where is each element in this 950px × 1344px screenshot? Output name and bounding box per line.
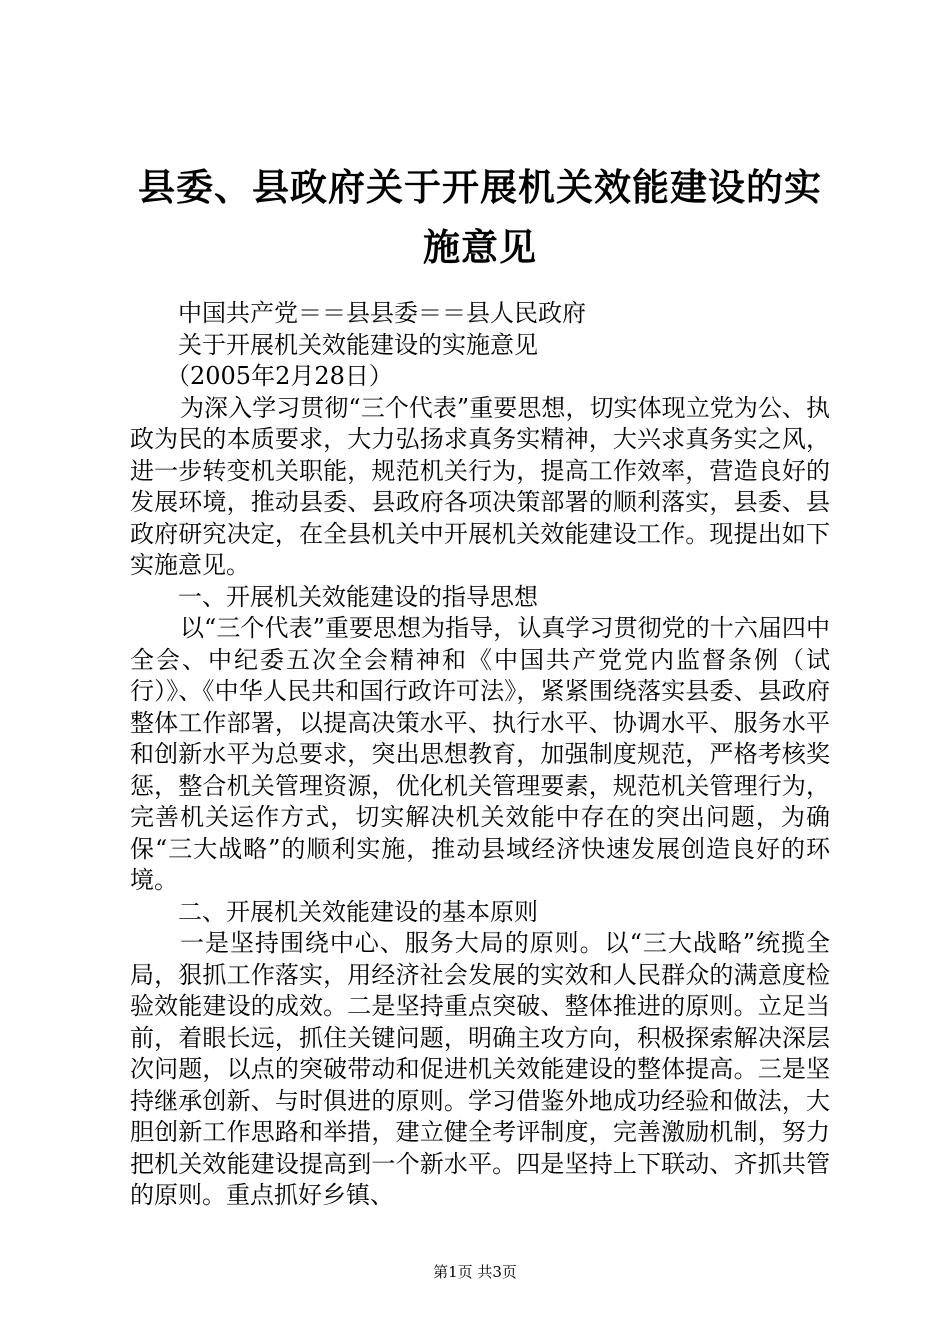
intro-paragraph: 为深入学习贯彻“三个代表”重要思想，切实体现立党为公、执政为民的本质要求，大力弘扬求真务实精神，大兴求真务实之风，进一步转变机关职能，规范机关行为，提高工作效率，营造良好的发展环境，推动县委、县政府各项决策部署的顺利落实，县委、县政府研究决定，在全县机关中开展机关效能建设工作。现提出如下实施意见。 — [130, 393, 830, 579]
issuer-line: 中国共产党＝＝县县委＝＝县人民政府 — [178, 299, 586, 327]
section-heading-1: 一、开展机关效能建设的指导思想 — [178, 582, 538, 611]
document-body — [130, 298, 830, 1212]
subtitle-line: 关于开展机关效能建设的实施意见 — [178, 330, 538, 359]
section-paragraph-1: 以“三个代表”重要思想为指导，认真学习贯彻党的十六届四中全会、中纪委五次全会精神和《中国共产党党内监督条例（试行）》、《中华人民共和国行政许可法》，紧紧围绕落实县委、县政府整体工作部署，以提高决策水平、执行水平、协调水平、服务水平和创新水平为总要求，突出思想教育，加强制度规范，严格考核奖惩，整合机关管理资源，优化机关管理要素，规范机关管理行为，完善机关运作方式，切实解决机关效能中存在的突出问题，为确保“三大战略”的顺利实施，推动县域经济快速发展创造良好的环境。 — [130, 614, 830, 894]
section-heading-2: 二、开展机关效能建设的基本原则 — [178, 897, 538, 926]
document-title: 县委、县政府关于开展机关效能建设的实施意见 — [138, 166, 822, 269]
date-line: （2005年2月28日） — [166, 362, 393, 390]
section-paragraph-2: 一是坚持围绕中心、服务大局的原则。以“三大战略”统揽全局，狠抓工作落实，用经济社会发展的实效和人民群众的满意度检验效能建设的成效。二是坚持重点突破、整体推进的原则。立足当前，着眼长远，抓住关键问题，明确主攻方向，积极探索解决深层次问题，以点的突破带动和促进机关效能建设的整体提高。三是坚持继承创新、与时俱进的原则。学习借鉴外地成功经验和做法，大胆创新工作思路和举措，建立健全考评制度，完善激励机制，努力把机关效能建设提高到一个新水平。四是坚持上下联动、齐抓共管的原则。重点抓好乡镇、 — [130, 929, 830, 1209]
page-indicator: 第1页 共3页 — [433, 1263, 517, 1281]
